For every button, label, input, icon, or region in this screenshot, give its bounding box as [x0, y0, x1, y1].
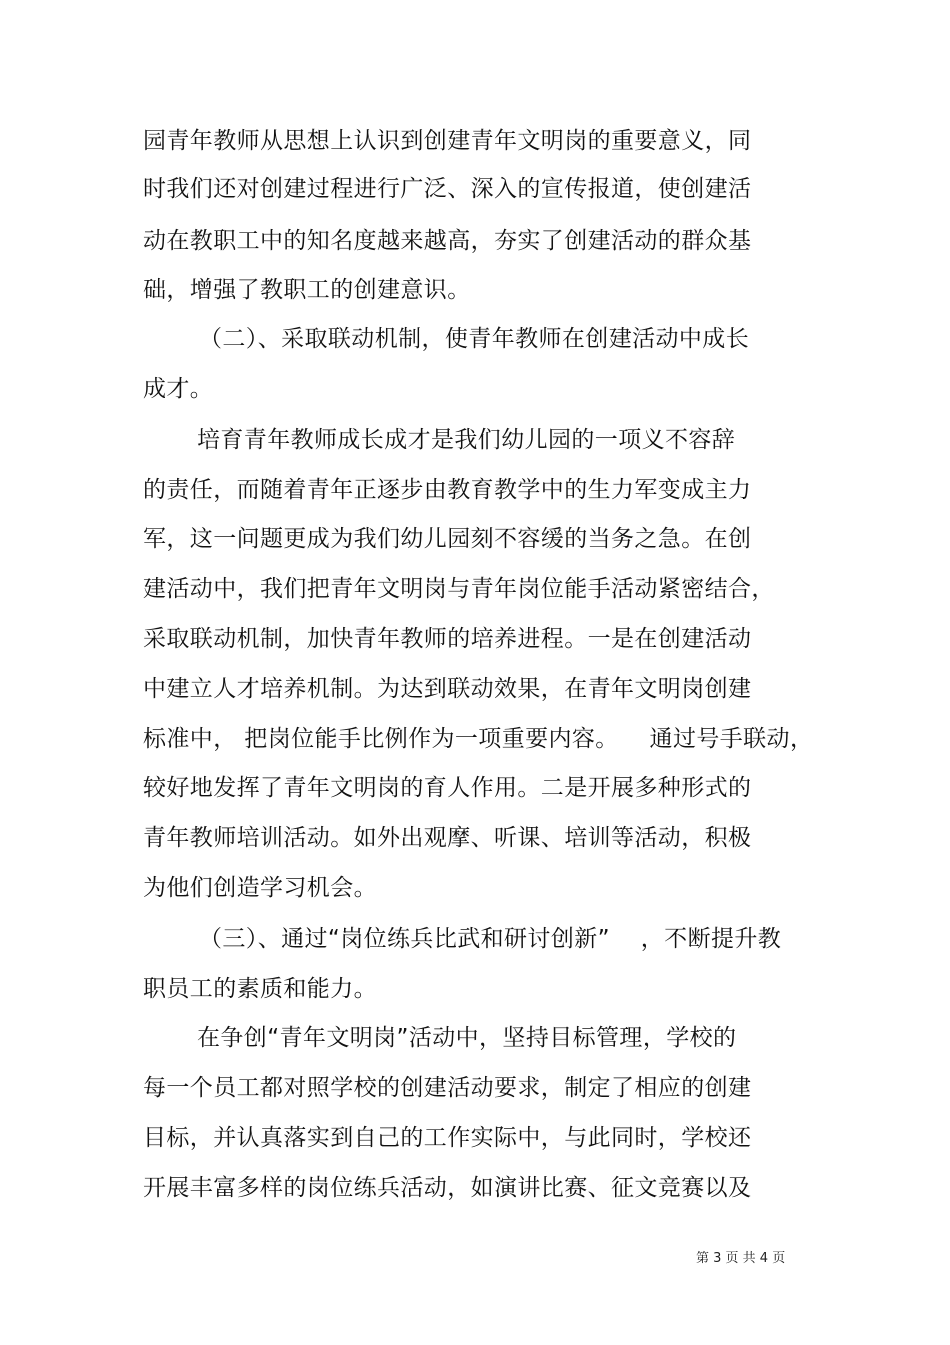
text-line: 每一个员工都对照学校的创建活动要求，制定了相应的创建: [143, 1075, 752, 1101]
section-heading: （二）、采取联动机制，使青年教师在创建活动中成长: [199, 326, 750, 352]
text-line: 开展丰富多样的岗位练兵活动，如演讲比赛、征文竞赛以及: [143, 1175, 752, 1201]
text-line: 中建立人才培养机制。为达到联动效果，在青年文明岗创建: [143, 676, 752, 702]
text-line: 培育青年教师成长成才是我们幼儿园的一项义不容辞: [197, 427, 736, 453]
text-line: 职员工的素质和能力。: [143, 976, 377, 1002]
section-heading: （三）、通过“岗位练兵比武和研讨创新” ，不断提升教: [199, 926, 782, 952]
text-line: 园青年教师从思想上认识到创建青年文明岗的重要意义，同: [143, 128, 752, 154]
text-line: 在争创“青年文明岗”活动中，坚持目标管理，学校的: [197, 1025, 737, 1051]
text-line: 成才。: [143, 376, 214, 402]
text-line: 军，这一问题更成为我们幼儿园刻不容缓的当务之急。在创: [143, 526, 752, 552]
page-number: 第 3 页 共 4 页: [696, 1251, 786, 1266]
text-line: 础，增强了教职工的创建意识。: [143, 277, 471, 303]
text-line: 动在教职工中的知名度越来越高，夯实了创建活动的群众基: [143, 228, 752, 254]
text-line: 为他们创造学习机会。: [143, 875, 377, 901]
text-line: 建活动中，我们把青年文明岗与青年岗位能手活动紧密结合，: [143, 576, 775, 602]
text-line: 时我们还对创建过程进行广泛、深入的宣传报道，使创建活: [143, 176, 752, 202]
text-line: 较好地发挥了青年文明岗的育人作用。二是开展多种形式的: [143, 775, 752, 801]
text-line: 青年教师培训活动。如外出观摩、听课、培训等活动，积极: [143, 825, 752, 851]
text-line: 标准中， 把岗位能手比例作为一项重要内容。 通过号手联动，: [143, 726, 814, 752]
text-line: 采取联动机制，加快青年教师的培养进程。一是在创建活动: [143, 626, 752, 652]
text-line: 目标，并认真落实到自己的工作实际中，与此同时，学校还: [143, 1125, 752, 1151]
text-line: 的责任，而随着青年正逐步由教育教学中的生力军变成主力: [143, 477, 752, 503]
